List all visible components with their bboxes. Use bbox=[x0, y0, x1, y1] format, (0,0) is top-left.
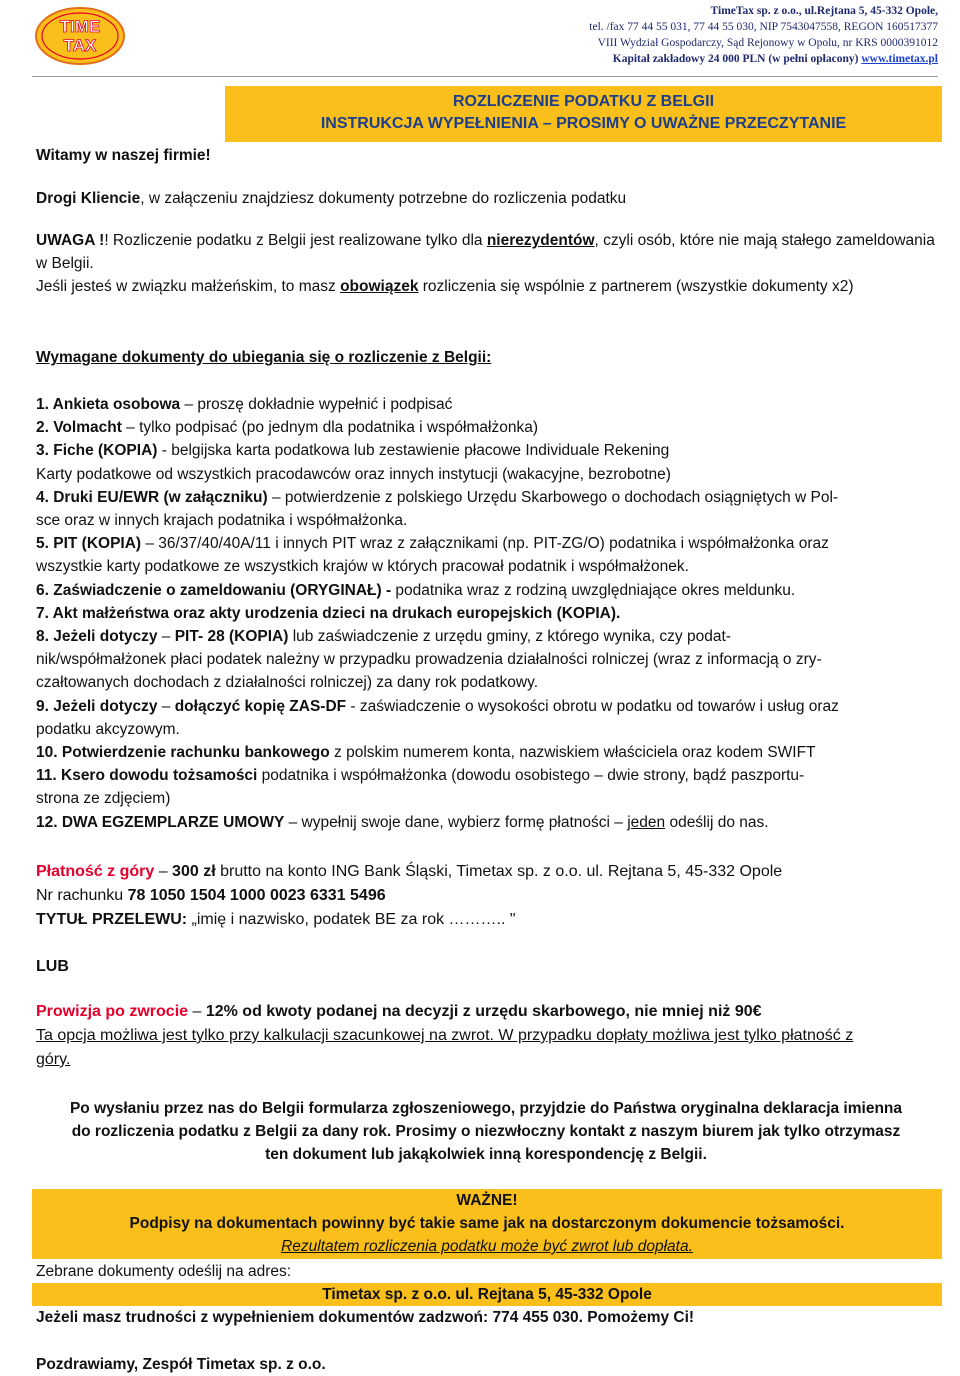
important-box bbox=[32, 1189, 942, 1259]
important-line-1: Podpisy na dokumentach powinny być takie same jak na dostarczonym dokumencie tożsamości. bbox=[129, 1215, 845, 1232]
logo-text-tax: TAX bbox=[63, 36, 97, 55]
marriage-paragraph: Jeśli jesteś w związku małżeńskim, to masz obowiązek rozliczenia się wspólnie z partnerem (wszystkie dokumenty x2) bbox=[36, 278, 854, 295]
doc-title: ROZLICZENIE PODATKU Z BELGII bbox=[452, 93, 715, 110]
closing-paragraph: Po wysłaniu przez nas do Belgii formularza zgłoszeniowego, przyjdzie do Państwa oryginalna deklaracja imienna do rozliczenia podatku z Belgii za dany rok. Prosimy o niezwłoczny kontakt z naszym biurem jak tylko otrzymasz ten dokument lub jakąkolwiek inną korespondencję z Belgii. bbox=[69, 1100, 903, 1163]
list-item: 9. Jeżeli dotyczy – dołączyć kopię ZAS-DF - zaświadczenie o wysokości obrotu w podatku od towarów i usług oraz podatku akcyzowym. bbox=[36, 697, 839, 738]
greeting: Witamy w naszej firmie! bbox=[36, 147, 211, 164]
list-item: 7. Akt małżeństwa oraz akty urodzenia dzieci na drukach europejskich (KOPIA). bbox=[36, 604, 621, 622]
court-line: VIII Wydział Gospodarczy, Sąd Rejonowy w Opolu, nr KRS 0000391012 bbox=[597, 37, 938, 49]
doc-subtitle: INSTRUKCJA WYPEŁNIENIA – PROSIMY O UWAŻNE PRZECZYTANIE bbox=[320, 115, 847, 132]
list-item: 5. PIT (KOPIA) – 36/37/40/40A/11 i innych PIT wraz z załącznikami (np. PIT-ZG/O) podatnika i współmałżonka oraz wszystkie karty podatkowe ze wszystkich krajów w których pracował podatnik i współmałżonek. bbox=[36, 535, 829, 576]
signoff: Pozdrawiamy, Zespół Timetax sp. z o.o. bbox=[36, 1356, 326, 1373]
payment-section: Płatność z góry – 300 zł brutto na konto ING Bank Śląski, Timetax sp. z o.o. ul. Rejtana 5, 45-332 Opole Nr rachunku 78 1050 1504 1000 0023 6331 5496 TYTUŁ PRZELEWU: „imię i nazwisko, podatek BE za rok ……….. " bbox=[36, 863, 783, 928]
warning-paragraph: UWAGA !! Rozliczenie podatku z Belgii jest realizowane tylko dla nierezydentów, czyli osób, które nie mają stałego zameldowania w Belgii. bbox=[36, 232, 935, 272]
address-box: Timetax sp. z o.o. ul. Rejtana 5, 45-332 Opole bbox=[32, 1283, 942, 1306]
documents-list bbox=[36, 393, 936, 834]
list-item: 12. DWA EGZEMPLARZE UMOWY – wypełnij swoje dane, wybierz formę płatności – jeden odeślij do nas. bbox=[36, 813, 769, 831]
contact-line: tel. /fax 77 44 55 031, 77 44 55 030, NIP 7543047558, REGON 160517377 bbox=[589, 21, 938, 33]
website-link[interactable]: www.timetax.pl bbox=[861, 53, 938, 65]
list-item: 10. Potwierdzenie rachunku bankowego z polskim numerem konta, nazwiskiem właściciela oraz kodem SWIFT bbox=[36, 744, 816, 762]
company-line: TimeTax sp. z o.o., ul.Rejtana 5, 45-332 Opole, bbox=[710, 5, 938, 17]
or-separator: LUB bbox=[36, 958, 69, 975]
important-title: WAŻNE! bbox=[456, 1192, 518, 1209]
required-heading: Wymagane dokumenty do ubiegania się o rozliczenie z Belgii: bbox=[36, 349, 492, 366]
timetax-logo bbox=[34, 6, 126, 66]
title-banner bbox=[225, 86, 942, 142]
list-item: 2. Volmacht – tylko podpisać (po jednym dla podatnika i współmałżonka) bbox=[36, 419, 538, 437]
list-item: 6. Zaświadczenie o zameldowaniu (ORYGINAŁ) - podatnika wraz z rodziną uwzględniające okres meldunku. bbox=[36, 581, 796, 599]
list-item: 11. Ksero dowodu tożsamości podatnika i współmałżonka (dowodu osobistego – dwie strony, bądź paszportu- strona ze zdjęciem) bbox=[36, 767, 805, 808]
list-item: 4. Druki EU/EWR (w załączniku) – potwierdzenie z polskiego Urzędu Skarbowego o dochodach osiągniętych w Pol- sce oraz w innych krajach podatnika i współmałżonka. bbox=[36, 488, 839, 530]
header-divider bbox=[32, 76, 938, 77]
company-header bbox=[589, 3, 938, 67]
commission-section: Prowizja po zwrocie – 12% od kwoty podanej na decyzji z urzędu skarbowego, nie mniej niż 90€ Ta opcja możliwa jest tylko przy kalkulacji szacunkowej na zwrot. W przypadku dopłaty możliwa jest tylko płatność z góry. bbox=[36, 1003, 854, 1068]
account-number: 78 1050 1504 1000 0023 6331 5496 bbox=[127, 887, 386, 904]
intro-paragraph: Drogi Kliencie, w załączeniu znajdziesz dokumenty potrzebne do rozliczenia podatku bbox=[36, 190, 627, 207]
list-item: 1. Ankieta osobowa – proszę dokładnie wypełnić i podpisać bbox=[36, 396, 453, 413]
send-label: Zebrane dokumenty odeślij na adres: bbox=[36, 1263, 292, 1280]
important-line-2: Rezultatem rozliczenia podatku może być zwrot lub dopłata. bbox=[281, 1238, 693, 1255]
help-line: Jeżeli masz trudności z wypełnieniem dokumentów zadzwoń: 774 455 030. Pomożemy Ci! bbox=[36, 1309, 695, 1326]
list-item: 3. Fiche (KOPIA) - belgijska karta podatkowa lub zestawienie płacowe Individuale Rekening Karty podatkowe od wszystkich pracodawców oraz innych instytucji (wakacyjne, bezrobotne) bbox=[36, 442, 671, 483]
logo-text-time: TIME bbox=[59, 17, 101, 36]
list-item: 8. Jeżeli dotyczy – PIT- 28 (KOPIA) lub zaświadczenie z urzędu gminy, z którego wynika, czy podat- nik/współmałżonek płaci podatek należny w przypadku prowadzenia działalności rolniczej (wraz z informacją o zry- czałtowanych dochodach z działalności rolniczej) za dany rok podatkowy. bbox=[36, 628, 822, 692]
capital-line: Kapitał zakładowy 24 000 PLN (w pełni opłacony) www.timetax.pl bbox=[612, 53, 938, 65]
